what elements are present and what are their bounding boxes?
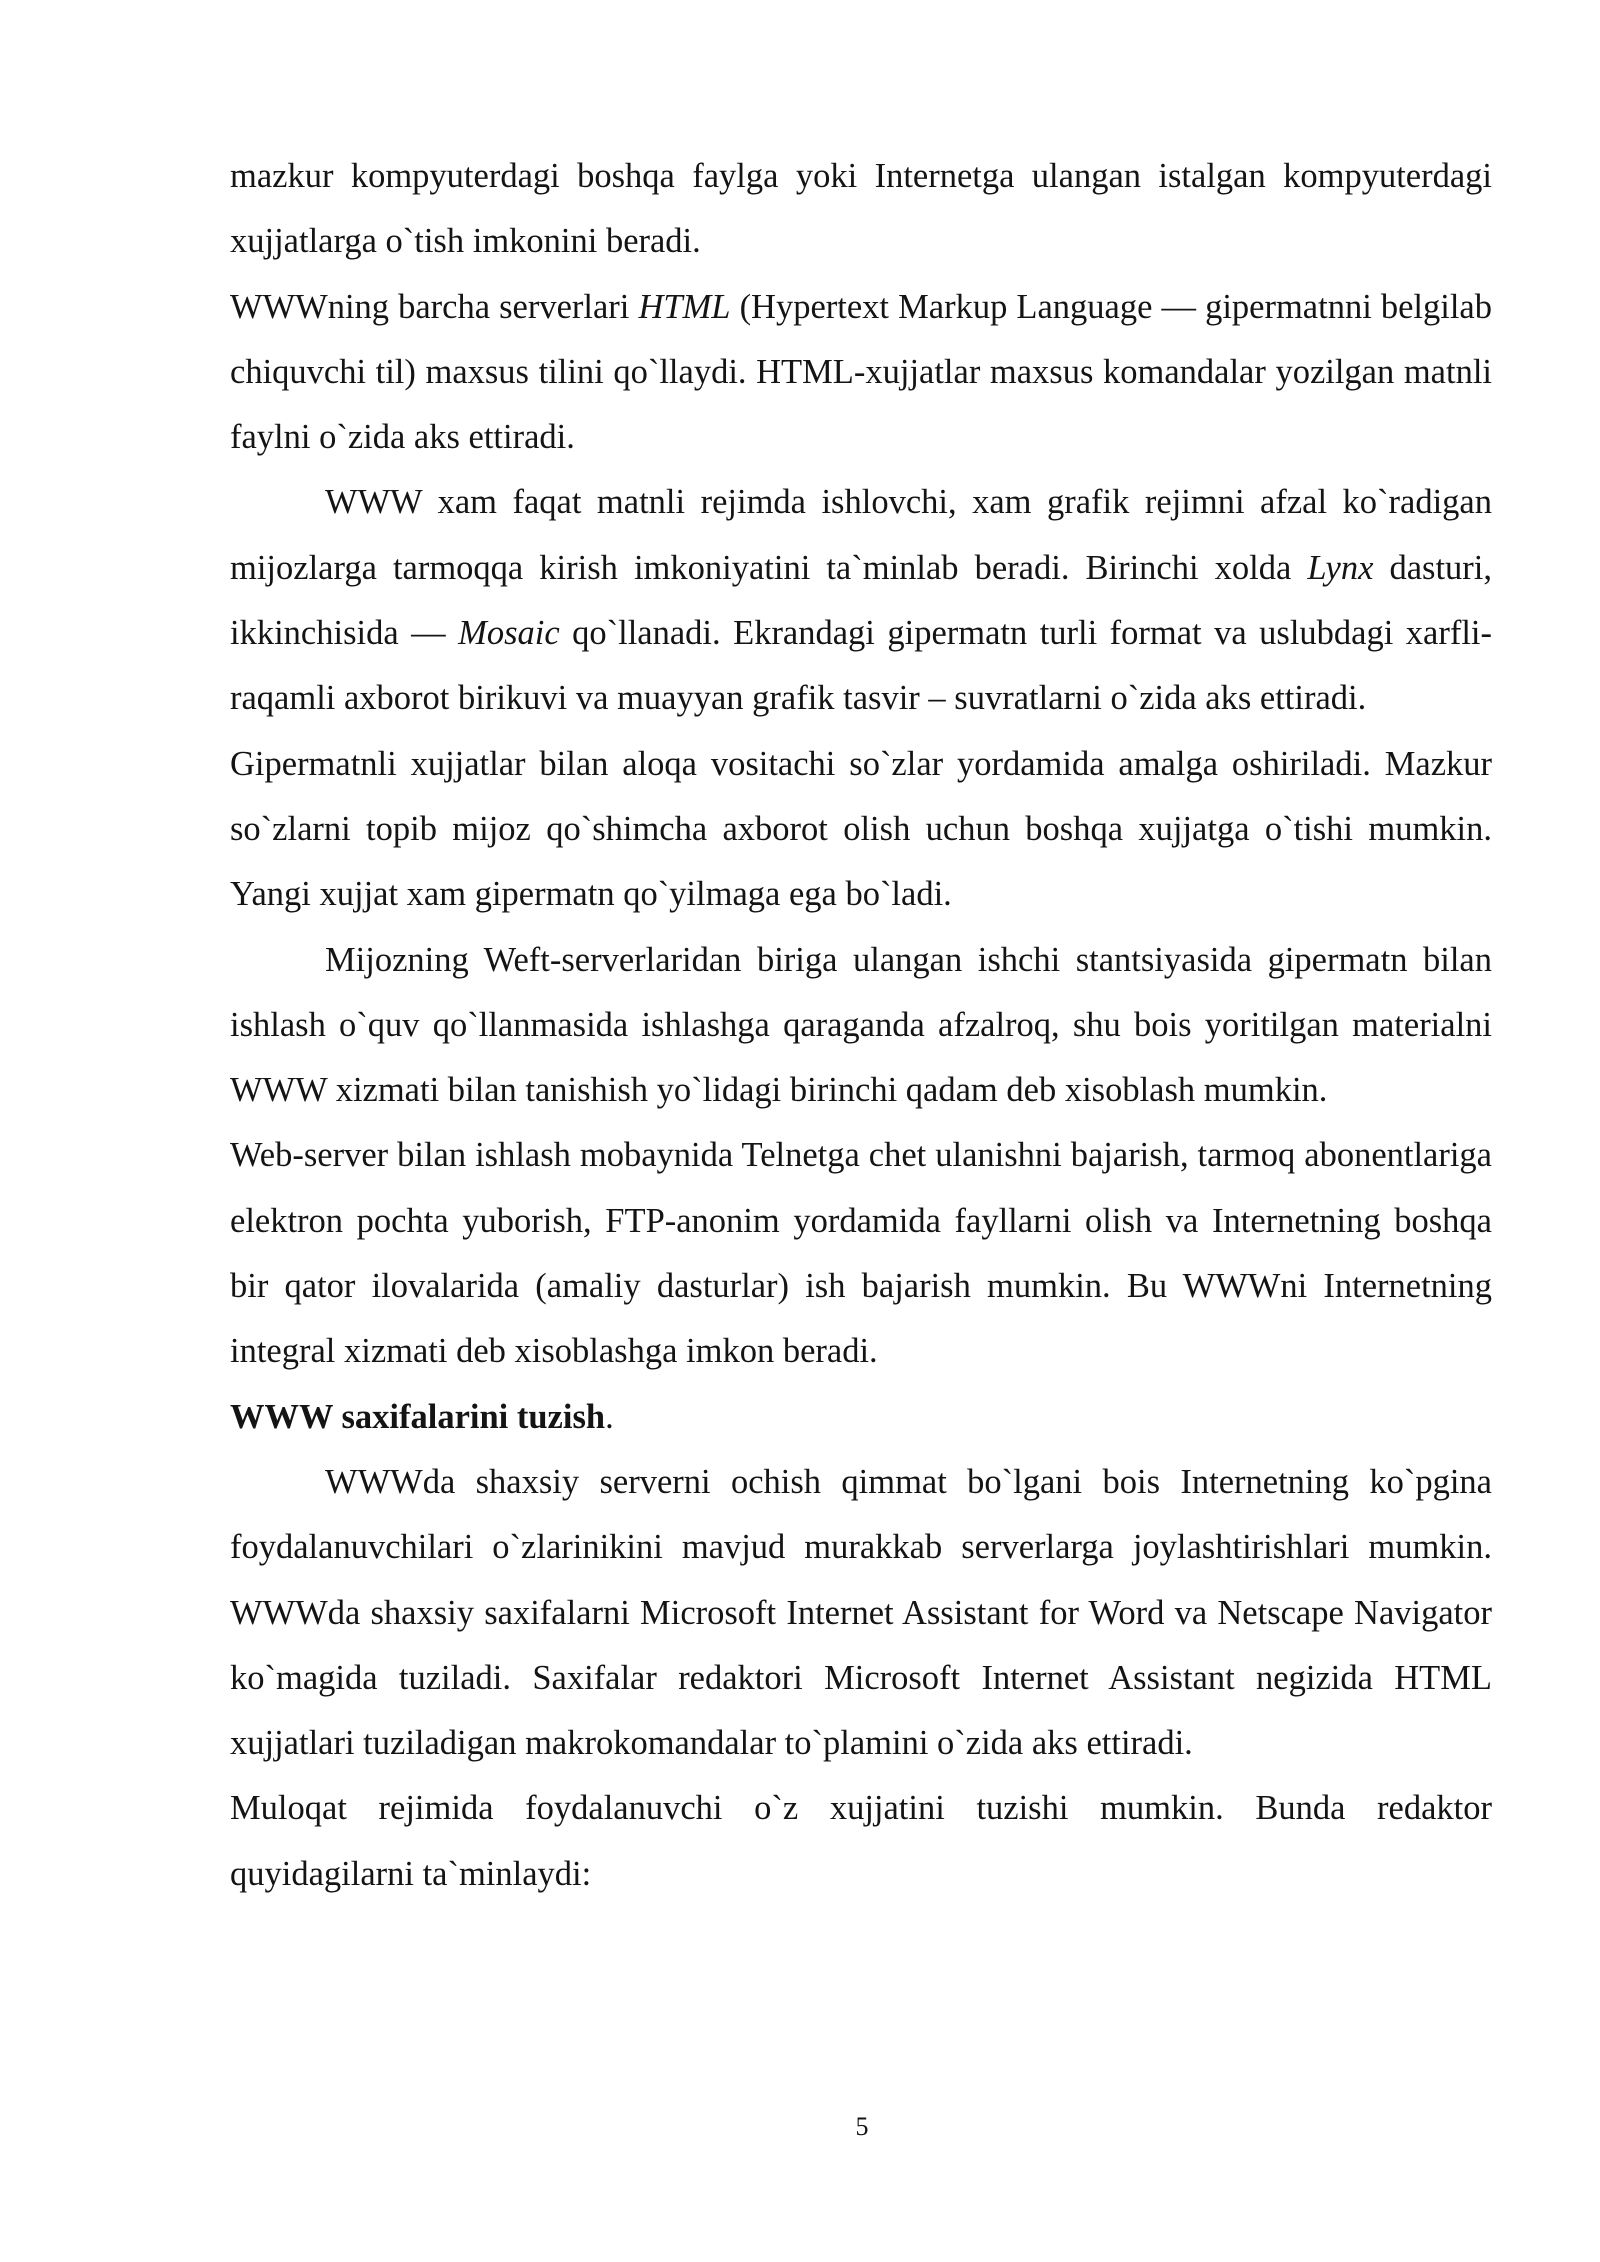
paragraph-html-servers bbox=[230, 275, 1492, 471]
paragraph-web-server-work: Web-server bilan ishlash mobaynida Telnetga chet ulanishni bajarish, tarmoq abonentlariga elektron pochta yuborish, FTP-anonim yordamida fayllarni olish va Internetning boshqa bir qator ilovalarida (amaliy dasturlar) ish bajarish mumkin. Bu WWWni Internetning integral xizmati deb xisoblashga imkon beradi. bbox=[230, 1136, 1492, 1371]
paragraph-hypertext-links: Gipermatnli xujjatlar bilan aloqa vositachi so`zlar yordamida amalga oshiriladi. Mazkur so`zlarni topib mijoz qo`shimcha axborot olish uchun boshqa xujjatga o`tishi mumkin. Yangi xujjat xam gipermatn qo`yilmaga ega bo`ladi. bbox=[230, 744, 1492, 914]
paragraph-modes-part3: qo`llanadi. Ekrandagi gipermatn turli format va uslubdagi xarfli-raqamli axborot birikuvi va muayyan grafik tasvir – suvratlarni o`zida aks ettiradi. bbox=[230, 614, 1492, 718]
mosaic-term: Mosaic bbox=[458, 614, 560, 653]
page-body bbox=[230, 144, 1492, 1907]
section-heading bbox=[230, 1385, 1492, 1450]
section-heading-text: WWW saxifalarini tuzish bbox=[230, 1397, 606, 1436]
paragraph-html-servers-before: WWWning barcha serverlari bbox=[230, 287, 639, 326]
section-heading-suffix: . bbox=[605, 1397, 614, 1436]
paragraph-modes-part2: dasturi, ikkinchisida — bbox=[230, 548, 1492, 653]
lynx-term: Lynx bbox=[1307, 548, 1374, 587]
paragraph-continuation: mazkur kompyuterdagi boshqa faylga yoki Internetga ulangan istalgan kompyuterdagi xujjatlarga o`tish imkonini beradi. bbox=[230, 157, 1492, 261]
paragraph-personal-pages: WWWda shaxsiy serverni ochish qimmat bo`lgani bois Internetning ko`pgina foydalanuvchilari o`zlarinikini mavjud murakkab serverlarga joylashtirishlari mumkin. WWWda shaxsiy saxifalarni Microsoft Internet Assistant for Word va Netscape Navigator ko`magida tuziladi. Saxifalar redaktori Microsoft Internet Assistant negizida HTML xujjatlari tuziladigan makrokomandalar to`plamini o`zida aks ettiradi. bbox=[230, 1462, 1492, 1763]
paragraph-weft-servers: Mijozning Weft-serverlaridan biriga ulangan ishchi stantsiyasida gipermatn bilan ishlash o`quv qo`llanmasida ishlashga qaraganda afzalroq, shu bois yoritilgan materialni WWW xizmati bilan tanishish yo`lidagi birinchi qadam deb xisoblash mumkin. bbox=[230, 940, 1492, 1110]
paragraph-dialog-mode: Muloqat rejimida foydalanuvchi o`z xujjatini tuzishi mumkin. Bunda redaktor quyidagilarni ta`minlaydi: bbox=[230, 1789, 1492, 1893]
paragraph-modes-part1: WWW xam faqat matnli rejimda ishlovchi, xam grafik rejimni afzal ko`radigan mijozlarga tarmoqqa kirish imkoniyatini ta`minlab beradi. Birinchi xolda bbox=[230, 483, 1492, 587]
html-term: HTML bbox=[638, 287, 731, 326]
page-number: 5 bbox=[855, 2112, 869, 2141]
paragraph-text-graphic-modes bbox=[230, 470, 1492, 731]
paragraph-html-servers-after: (Hypertext Markup Language — gipermatnni belgilab chiquvchi til) maxsus tilini qo`llaydi. HTML-xujjatlar maxsus komandalar yozilgan matnli faylni o`zida aks ettiradi. bbox=[230, 287, 1492, 457]
